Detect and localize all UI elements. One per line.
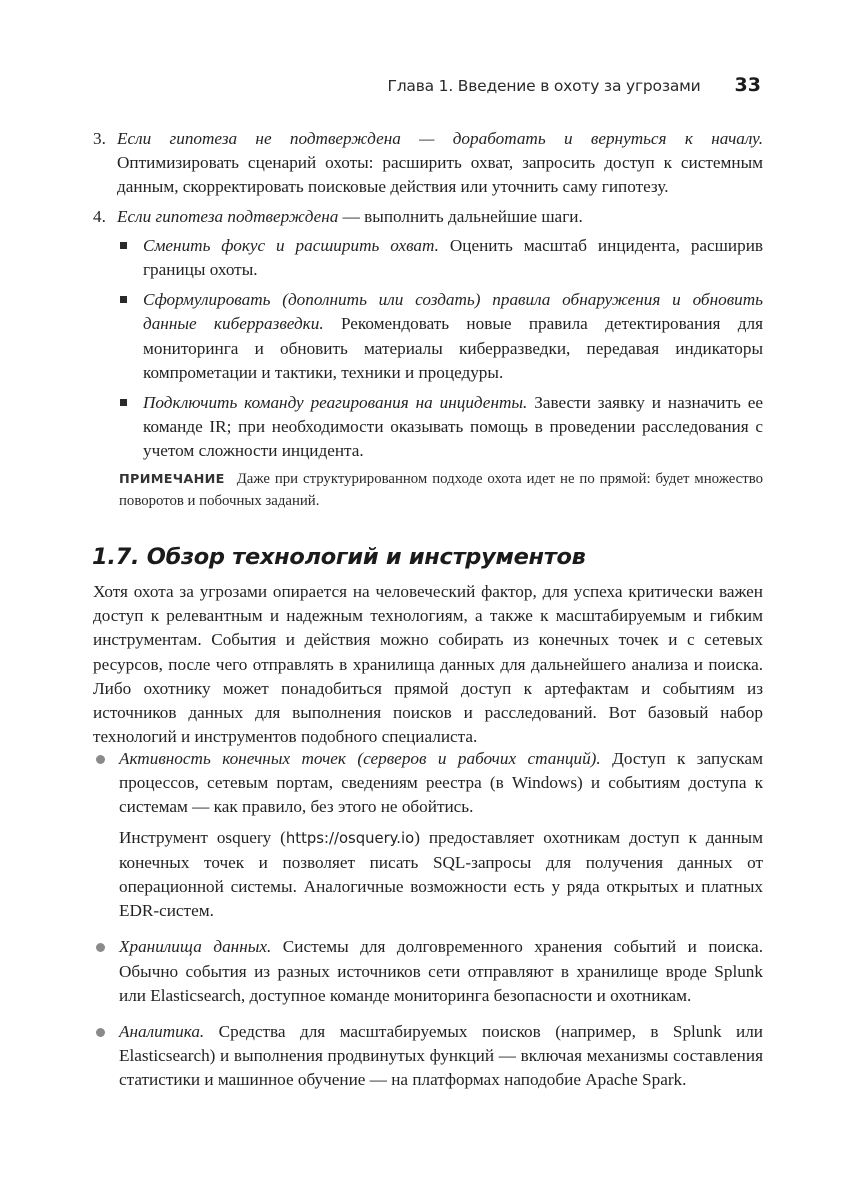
list-number: 4. <box>93 206 106 226</box>
bullet-paragraph <box>119 1020 763 1093</box>
sub-list-text <box>143 234 763 282</box>
bullet-text <box>119 1020 763 1099</box>
note-box <box>119 469 763 511</box>
list-item-lead: Если гипотеза подтверждена <box>117 206 339 226</box>
bullet-list <box>93 747 763 1105</box>
chapter-title: Глава 1. Введение в охоту за угрозами <box>387 77 701 95</box>
bullet-lead: Аналитика. <box>119 1022 205 1042</box>
bullet-text <box>119 747 763 929</box>
page-number: 33 <box>734 74 761 96</box>
square-bullet-icon <box>117 234 143 282</box>
list-item-lead: Если гипотеза не подтверждена — доработать и вернуться к началу. <box>117 129 763 148</box>
sub-list-lead: Сменить фокус и расширить охват. <box>143 235 439 255</box>
bullet-paragraph <box>119 935 763 1008</box>
bullet-extra-paragraph <box>119 826 763 924</box>
square-bullet-icon <box>117 288 143 385</box>
bullet-item <box>93 1020 763 1099</box>
round-bullet-icon <box>93 1020 119 1099</box>
sub-list <box>117 234 763 464</box>
square-bullet-icon <box>117 391 143 464</box>
sub-list-text <box>143 288 763 385</box>
bullet-extra-before: Инструмент osquery ( <box>119 827 286 847</box>
bullet-lead: Хранилища данных. <box>119 937 272 957</box>
bullet-item <box>93 935 763 1014</box>
list-item-body: Оптимизировать сценарий охоты: расширить охват, запросить доступ к системным данным, скорректировать поисковые действия или уточнить саму гипотезу. <box>117 153 763 197</box>
running-head <box>387 74 761 96</box>
sub-list-body: Рекомендовать новые правила детектирования для мониторинга и обновить материалы киберразведки, передавая индикаторы компрометации и тактики, техники и процедуры. <box>143 314 763 382</box>
list-item-4 <box>93 205 763 229</box>
numbered-list <box>93 127 763 470</box>
round-bullet-icon <box>93 747 119 929</box>
note-text: Даже при структурированном подходе охота идет не по прямой: будет множество поворотов и побочных заданий. <box>119 471 763 509</box>
list-number: 3. <box>93 129 106 148</box>
bullet-body: Средства для масштабируемых поисков (например, в Splunk или Elasticsearch) и выполнения продвинутых функций — включая механизмы составления статистики и машинное обучение — на платформах наподобие Apache Spark. <box>119 1022 763 1090</box>
round-bullet-icon <box>93 935 119 1014</box>
list-item-text <box>117 205 763 229</box>
bullet-body: Доступ к запускам процессов, сетевым портам, сведениям реестра (в Windows) и событиям доступа к системам — как правило, без этого не обойтись. <box>119 749 763 817</box>
bullet-lead: Активность конечных точек (серверов и рабочих станций). <box>119 749 601 768</box>
bullet-text <box>119 935 763 1014</box>
section-heading: 1.7. Обзор технологий и инструментов <box>92 544 586 570</box>
section-intro: Хотя охота за угрозами опирается на человеческий фактор, для успеха критически важен доступ к релевантным и надежным технологиям, а также к масштабируемым и гибким инструментам. События и действия можно собирать из конечных точек и с сетевых ресурсов, после чего отправлять в хранилища данных для дальнейшего анализа и поиска. Либо охотнику может понадобиться прямой доступ к артефактам и событиям из источников данных для выполнения поисков и расследований. Вот базовый набор технологий и инструментов подобного специалиста. <box>93 582 763 747</box>
bullet-body: Системы для долговременного хранения событий и поиска. Обычно события из разных источников сети отправляют в хранилище вроде Splunk или Elasticsearch, доступное команде мониторинга безопасности и охотникам. <box>119 937 763 1005</box>
list-item-text <box>117 127 763 200</box>
sub-list-body: Завести заявку и назначить ее команде IR; при необходимости оказывать помощь в проведении расследования с учетом сложности инцидента. <box>143 393 763 461</box>
sub-list-text <box>143 391 763 464</box>
sub-list-item <box>117 234 763 282</box>
bullet-extra-after: ) предоставляет охотникам доступ к данным конечных точек и позволяет писать SQL-запросы для получения данных от операционной системы. Аналогичные возможности есть у ряда открытых и платных EDR-систем. <box>119 827 763 921</box>
bullet-paragraph <box>119 747 763 820</box>
sub-list-lead: Сформулировать (дополнить или создать) правила обнаружения и обновить данные киберразведки. <box>143 290 763 334</box>
sub-list-lead: Подключить команду реагирования на инциденты. <box>143 393 528 413</box>
list-item-body: — выполнить дальнейшие шаги. <box>338 206 583 226</box>
osquery-link[interactable]: https://osquery.io <box>285 829 415 847</box>
sub-list-item <box>117 391 763 464</box>
note-label: ПРИМЕЧАНИЕ <box>119 472 225 487</box>
sub-list-body: Оценить масштаб инцидента, расширив границы охоты. <box>143 235 764 280</box>
bullet-item <box>93 747 763 929</box>
list-item-3 <box>93 127 763 200</box>
sub-list-item <box>117 288 763 385</box>
